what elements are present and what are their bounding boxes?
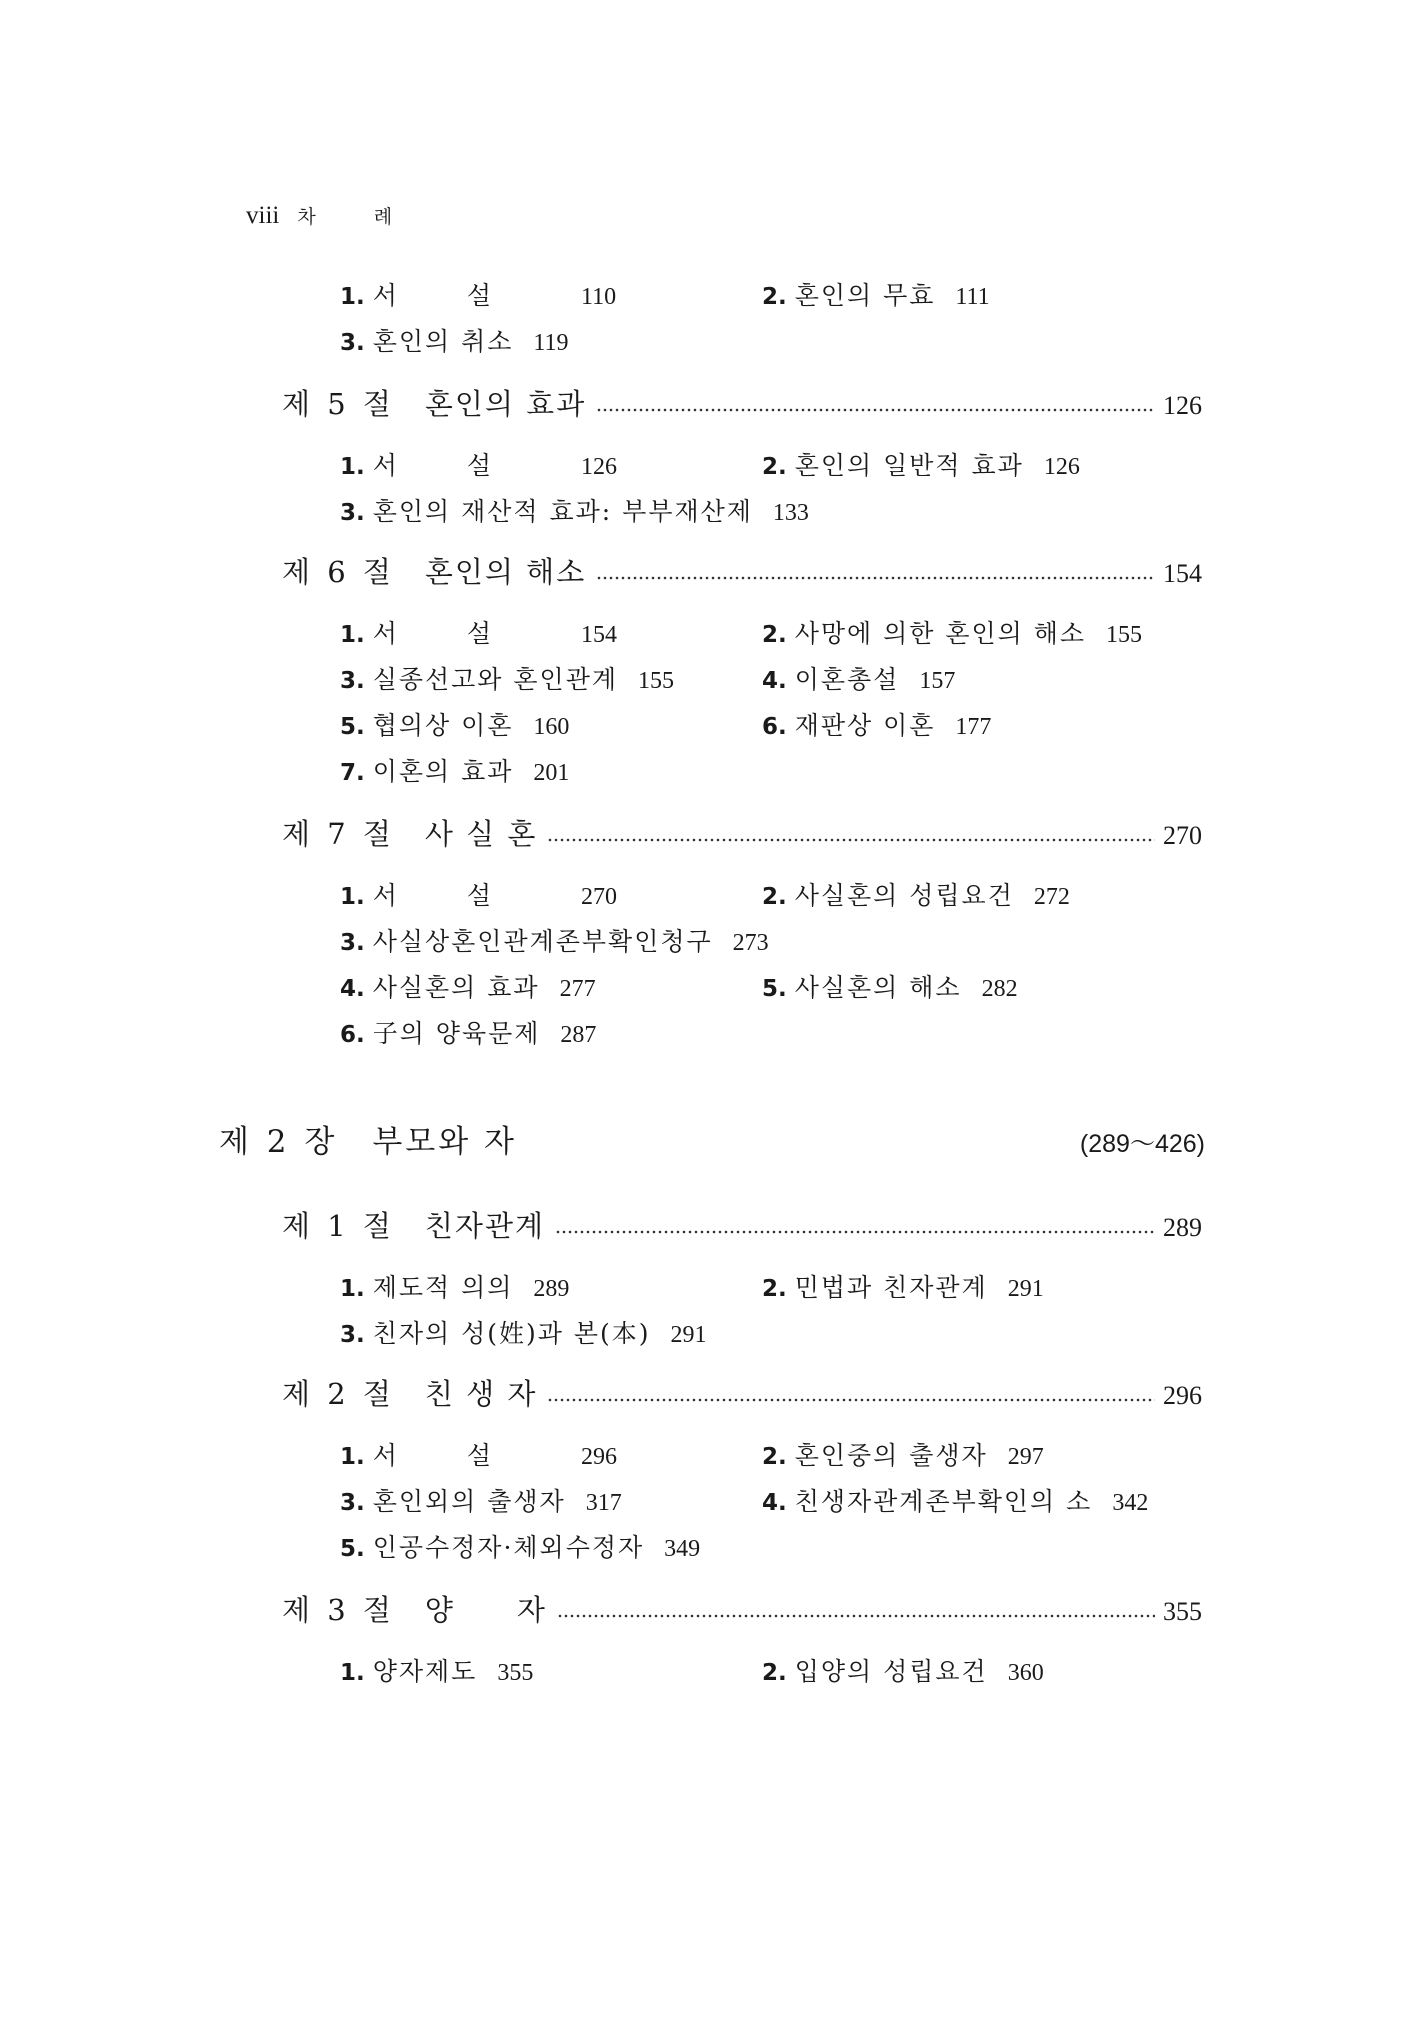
toc-item-row — [0, 1482, 1424, 1522]
toc-item[interactable]: 3. 혼인의 재산적 효과: 부부재산제 133 — [340, 497, 809, 526]
chapter-title: 부모와 자 — [372, 1124, 517, 1160]
toc-item[interactable]: 4. 사실혼의 효과 277 — [340, 973, 596, 1002]
toc-item[interactable]: 5. 협의상 이혼 160 — [340, 711, 570, 740]
toc-item[interactable]: 1. 양자제도 355 — [340, 1657, 534, 1686]
toc-item[interactable]: 2. 민법과 친자관계 291 — [762, 1273, 1044, 1302]
toc-section[interactable]: 제 6 절 혼인의 해소 154 — [282, 555, 1202, 589]
dot-leader — [596, 575, 1155, 581]
chapter-number: 제 2 장 — [219, 1124, 339, 1160]
toc-item[interactable]: 2. 혼인중의 출생자 297 — [762, 1441, 1044, 1470]
toc-section[interactable]: 제 5 절 혼인의 효과 126 — [282, 387, 1202, 421]
toc-item-row — [0, 876, 1424, 916]
toc-item[interactable]: 4. 친생자관계존부확인의 소 342 — [762, 1487, 1149, 1516]
toc-chapter[interactable] — [219, 1116, 1205, 1166]
running-head — [246, 202, 418, 230]
toc-item[interactable]: 3. 혼인외의 출생자 317 — [340, 1487, 622, 1516]
toc-item-row — [0, 1528, 1424, 1568]
dot-leader — [547, 837, 1155, 843]
toc-item-row — [0, 968, 1424, 1008]
dot-leader — [596, 407, 1155, 413]
toc-item[interactable]: 3. 실종선고와 혼인관계 155 — [340, 665, 675, 694]
toc-item-row — [0, 1268, 1424, 1308]
toc-item-row — [0, 276, 1424, 316]
toc-item[interactable]: 2. 입양의 성립요건 360 — [762, 1657, 1044, 1686]
toc-item[interactable]: 6. 재판상 이혼 177 — [762, 711, 992, 740]
toc-item[interactable]: 4. 이혼총설 157 — [762, 665, 956, 694]
running-head-title: 차 례 — [297, 206, 419, 228]
toc-section[interactable]: 제 2 절 친 생 자 296 — [282, 1377, 1202, 1411]
dot-leader — [547, 1397, 1155, 1403]
toc-item[interactable]: 2. 사실혼의 성립요건 272 — [762, 881, 1070, 910]
toc-item[interactable]: 1. 서설 110 — [340, 281, 617, 310]
toc-item-row — [0, 1014, 1424, 1054]
toc-item-row — [0, 1652, 1424, 1692]
toc-item-row — [0, 706, 1424, 746]
toc-item[interactable]: 5. 사실혼의 해소 282 — [762, 973, 1018, 1002]
toc-item-row — [0, 446, 1424, 486]
dot-leader — [555, 1229, 1155, 1235]
toc-item[interactable]: 1. 서설 296 — [340, 1441, 618, 1470]
page-number: viii — [246, 202, 280, 229]
toc-item[interactable]: 3. 혼인의 취소 119 — [340, 327, 569, 356]
chapter-page-range: (289～426) — [1079, 1130, 1205, 1158]
toc-item-row — [0, 492, 1424, 532]
toc-section[interactable]: 제 7 절 사 실 혼 270 — [282, 817, 1202, 851]
toc-item[interactable]: 3. 친자의 성(姓)과 본(本) 291 — [340, 1319, 707, 1348]
toc-section[interactable]: 제 3 절 양 자 355 — [282, 1593, 1202, 1627]
toc-item-row — [0, 614, 1424, 654]
toc-item[interactable]: 1. 서설 126 — [340, 451, 618, 480]
toc-section[interactable]: 제 1 절 친자관계 289 — [282, 1209, 1202, 1243]
dot-leader — [557, 1613, 1155, 1619]
toc-item[interactable]: 3. 사실상혼인관계존부확인청구 273 — [340, 927, 769, 956]
toc-item[interactable]: 1. 제도적 의의 289 — [340, 1273, 570, 1302]
toc-item-row — [0, 322, 1424, 362]
toc-item-row — [0, 752, 1424, 792]
toc-item[interactable]: 6. 子의 양육문제 287 — [340, 1019, 597, 1048]
toc-item[interactable]: 1. 서설 270 — [340, 881, 618, 910]
toc-item[interactable]: 2. 혼인의 무효 111 — [762, 281, 990, 310]
toc-item-row — [0, 922, 1424, 962]
toc-item[interactable]: 5. 인공수정자·체외수정자 349 — [340, 1533, 701, 1562]
toc-item-row — [0, 1436, 1424, 1476]
toc-item[interactable]: 1. 서설 154 — [340, 619, 618, 648]
toc-item[interactable]: 2. 사망에 의한 혼인의 해소 155 — [762, 619, 1143, 648]
toc-item-row — [0, 1314, 1424, 1354]
toc-item[interactable]: 7. 이혼의 효과 201 — [340, 757, 570, 786]
toc-item-row — [0, 660, 1424, 700]
toc-item[interactable]: 2. 혼인의 일반적 효과 126 — [762, 451, 1080, 480]
